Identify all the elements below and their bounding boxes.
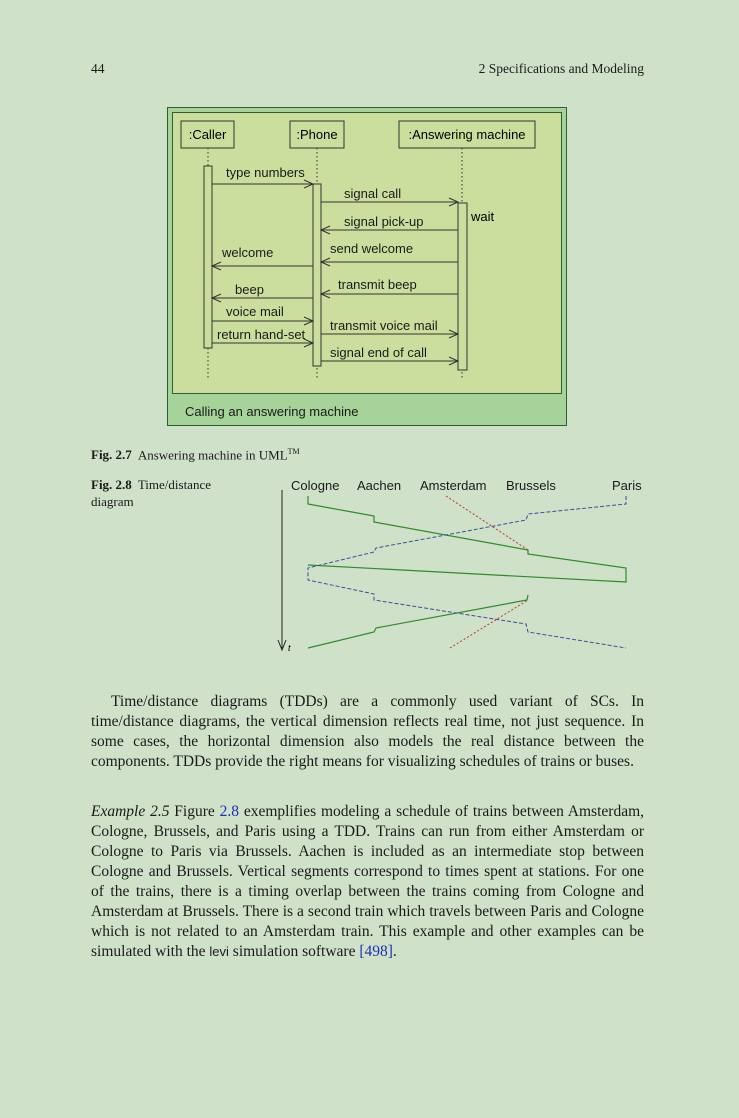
fig-2-7-tm: TM [287,447,300,456]
train-cologne-paris-green-2 [308,595,528,648]
fig-2-7-label: Fig. 2.7 [91,447,132,463]
page-number: 44 [91,61,105,76]
activation-answering [458,203,467,370]
body-paragraph-1: Time/distance diagrams (TDDs) are a commonly used variant of SCs. In time/distance diagrams, the vertical dimension reflects real time, not just sequence. In some cases, the horizontal dimension also models the real distance between the components. TDDs provide the right means for visualizing schedules of trains or buses. [91,693,644,770]
train-paris-cologne-blue [308,496,626,648]
station-amsterdam: Amsterdam [420,478,487,493]
station-aachen: Aachen [357,478,402,493]
tool-name: levi [209,944,229,959]
msg-label-return-handset: return hand-set [217,327,306,342]
fig-2-8-caption [91,476,236,510]
example-label: Example 2.5 [91,803,170,820]
activation-caller [204,166,212,348]
figure-ref-link[interactable]: 2.8 [219,803,239,820]
lifeline-phone-label: :Phone [296,127,338,142]
wait-label: wait [471,209,495,224]
body-paragraph-2 [91,802,644,962]
para2-part-b: exemplifies modeling a schedule of trains between Amsterdam, Cologne, Brussels, and Paris using a TDD. Trains can run from either Amsterdam or Cologne to Paris via Brussels. Aachen is included as an intermediate stop between Cologne and Brussels. Vertical segments correspond to times spent at stations. For one of the trains, there is a timing overlap between the trains coming from Cologne and Amsterdam at Brussels. There is a second train which travels between Paris and Cologne which is not related to an Amsterdam train. This example and other examples can be simulated with the [91,803,645,960]
citation-link[interactable]: [498] [359,943,393,960]
uml-footer-label: Calling an answering machine [185,404,359,419]
train-amsterdam-paris-red-1 [446,496,528,550]
msg-label-send-welcome: send welcome [330,241,414,256]
station-paris: Paris [612,478,642,493]
lifeline-caller-label: :Caller [188,127,227,142]
time-axis-label: t [288,643,291,653]
msg-label-signal-pickup: signal pick-up [344,214,424,229]
fig-2-7-text: Answering machine in UML [137,447,288,463]
msg-label-welcome: welcome [222,245,274,260]
msg-label-type-numbers: type numbers [226,165,305,180]
msg-label-signal-call: signal call [344,186,402,201]
msg-label-beep: beep [235,282,264,297]
running-header: 2 Specifications and Modeling [478,61,644,76]
fig-2-7-caption [91,443,300,463]
lifeline-answering-label: :Answering machine [408,127,526,142]
msg-label-transmit-beep: transmit beep [338,277,417,292]
station-brussels: Brussels [506,478,556,493]
uml-sequence-diagram [167,107,567,427]
time-distance-diagram [270,474,650,660]
msg-label-signal-end: signal end of call [330,345,427,360]
station-cologne: Cologne [291,478,340,493]
fig-2-8-label: Fig. 2.8 [91,477,132,492]
msg-label-transmit-voice-mail: transmit voice mail [330,318,438,333]
para2-end: . [392,943,397,960]
para2-part-c: simulation software [232,943,356,960]
msg-label-voice-mail: voice mail [226,304,284,319]
para2-part-a: Figure [174,803,215,820]
activation-phone [313,184,321,366]
fig-2-8-text: Time/distance diagram [91,477,211,509]
